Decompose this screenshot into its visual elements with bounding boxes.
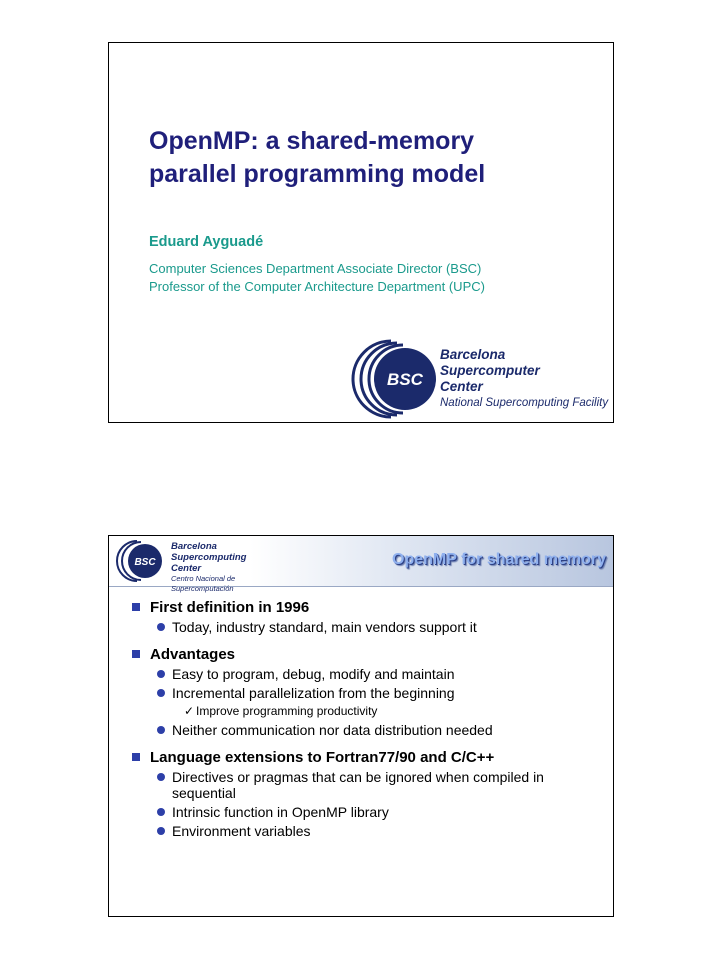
slide-header	[109, 536, 613, 593]
square-bullet-icon	[132, 603, 140, 611]
bullet-item-text: Neither communication nor data distribution needed	[172, 722, 493, 738]
bullet-item	[109, 666, 613, 682]
bullet-item-text: Directives or pragmas that can be ignored when compiled in sequential	[172, 769, 544, 801]
author-name: Eduard Ayguadé	[149, 234, 264, 250]
bullet-heading	[109, 598, 613, 618]
bullet-heading-text: Language extensions to Fortran77/90 and C/C++	[150, 749, 495, 766]
bsc-small-logo-icon	[113, 539, 169, 583]
title-slide	[108, 42, 614, 423]
round-bullet-icon	[157, 808, 165, 816]
small-logo-line-1: Barcelona	[171, 541, 217, 552]
bullet-item-text: Easy to program, debug, modify and maintain	[172, 666, 455, 682]
check-subitem	[109, 704, 613, 719]
bsc-logo	[347, 339, 612, 419]
bullet-item	[109, 685, 613, 701]
bullet-item-text: Today, industry standard, main vendors support it	[172, 619, 477, 635]
small-badge-text: BSC	[134, 557, 156, 568]
small-logo-wordmark	[171, 541, 293, 594]
bullet-heading-text: Advantages	[150, 646, 236, 663]
bsc-logo-wordmark	[440, 347, 608, 411]
logo-subtitle: National Supercomputing Facility	[440, 397, 609, 409]
author-affiliation	[149, 260, 485, 296]
bullet-item-text: Intrinsic function in OpenMP library	[172, 804, 389, 820]
slide-title-line-1: OpenMP: a shared-memory	[149, 127, 475, 155]
round-bullet-icon	[157, 623, 165, 631]
bullet-list	[109, 598, 613, 842]
round-bullet-icon	[157, 827, 165, 835]
logo-line-2: Supercomputer	[440, 363, 540, 378]
affiliation-line-1: Computer Sciences Department Associate Director (BSC)	[149, 261, 482, 276]
round-bullet-icon	[157, 689, 165, 697]
bullet-heading	[109, 748, 613, 768]
bullet-item	[109, 769, 613, 801]
small-logo-line-3: Center	[171, 563, 202, 574]
bullet-heading	[109, 645, 613, 665]
square-bullet-icon	[132, 753, 140, 761]
slide-title-line-2: parallel programming model	[149, 160, 486, 188]
logo-line-3: Center	[440, 379, 483, 394]
bullet-item-text: Incremental parallelization from the beginning	[172, 685, 455, 701]
bullet-item	[109, 722, 613, 738]
bsc-logo-icon	[347, 339, 439, 419]
slide-title	[149, 125, 529, 191]
bullet-item-text: Environment variables	[172, 823, 311, 839]
bsc-small-logo	[113, 539, 293, 593]
small-logo-line-2: Supercomputing	[171, 552, 247, 563]
affiliation-line-2: Professor of the Computer Architecture Department (UPC)	[149, 279, 485, 294]
content-slide	[108, 535, 614, 917]
round-bullet-icon	[157, 670, 165, 678]
square-bullet-icon	[132, 650, 140, 658]
round-bullet-icon	[157, 773, 165, 781]
small-logo-subtitle: Centro Nacional de Supercomputación	[171, 574, 236, 593]
logo-line-1: Barcelona	[440, 347, 506, 362]
round-bullet-icon	[157, 726, 165, 734]
slide-title: OpenMP for shared memory	[392, 551, 606, 568]
bullet-item	[109, 804, 613, 820]
bullet-item	[109, 823, 613, 839]
check-subitem-text: Improve programming productivity	[196, 704, 378, 718]
checkmark-icon: ✓	[184, 704, 195, 718]
bullet-heading-text: First definition in 1996	[150, 599, 310, 616]
bullet-item	[109, 619, 613, 635]
bsc-badge-text: BSC	[387, 370, 423, 389]
